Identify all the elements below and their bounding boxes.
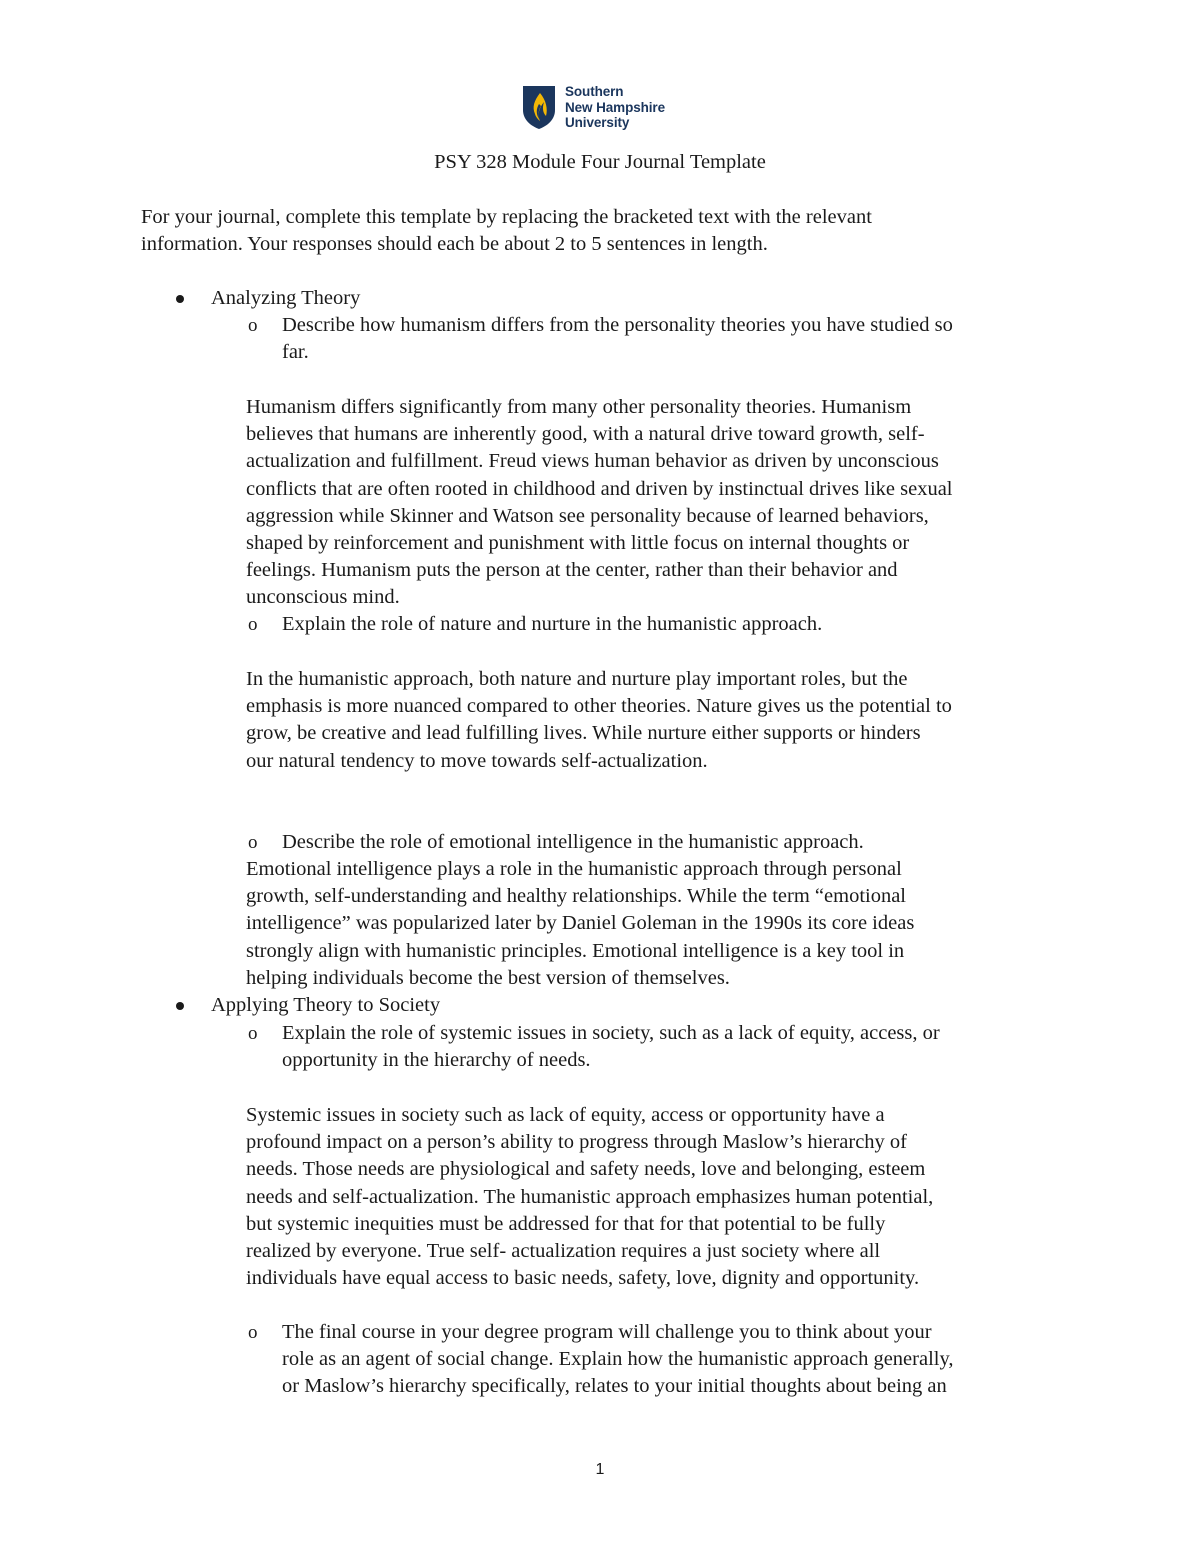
answer-line: Humanism differs significantly from many other personality theories. Humanism: [246, 396, 912, 418]
prompt-line: Describe how humanism differs from the personality theories you have studied so: [282, 314, 953, 336]
answer-line: believes that humans are inherently good, with a natural drive toward growth, self-: [246, 423, 925, 446]
answer-emotional-intelligence: [246, 856, 914, 992]
intro-line: information. Your responses should each be about 2 to 5 sentences in length.: [141, 233, 768, 256]
intro-line: For your journal, complete this template by replacing the bracketed text with the relevant: [141, 206, 872, 228]
answer-line: Emotional intelligence plays a role in the humanistic approach through personal: [246, 858, 902, 880]
answer-line: unconscious mind.: [246, 586, 400, 609]
prompt-line: opportunity in the hierarchy of needs.: [282, 1049, 591, 1072]
answer-line: intelligence” was popularized later by Daniel Goleman in the 1990s its core ideas: [246, 912, 915, 935]
prompt-line: or Maslow’s hierarchy specifically, relates to your initial thoughts about being an: [282, 1375, 947, 1398]
sub-bullet-marker: o: [248, 1023, 258, 1044]
answer-line: emphasis is more nuanced compared to other theories. Nature gives us the potential to: [246, 695, 952, 718]
shield-flame-icon: [521, 84, 557, 130]
answer-nature-nurture: [246, 666, 952, 775]
logo-wordmark: [565, 84, 665, 131]
prompt-emotional-intelligence: [282, 829, 864, 856]
sub-bullet-marker: o: [248, 832, 258, 853]
sub-bullet-marker: o: [248, 614, 258, 635]
section-heading-analyzing-theory: Analyzing Theory: [211, 287, 361, 309]
bullet-dot-icon: [176, 295, 184, 303]
prompt-line: role as an agent of social change. Explain how the humanistic approach generally,: [282, 1348, 954, 1371]
answer-line: actualization and fulfillment. Freud views human behavior as driven by unconscious: [246, 450, 939, 473]
logo-line-2: New Hampshire: [565, 99, 665, 115]
answer-line: conflicts that are often rooted in childhood and driven by instinctual drives like sexual: [246, 477, 953, 500]
prompt-line: The final course in your degree program will challenge you to think about your: [282, 1321, 932, 1343]
answer-line: profound impact on a person’s ability to progress through Maslow’s hierarchy of: [246, 1131, 907, 1154]
answer-line: helping individuals become the best version of themselves.: [246, 966, 730, 989]
sub-bullet-marker: o: [248, 1322, 258, 1343]
university-logo: [521, 84, 665, 131]
answer-line: In the humanistic approach, both nature and nurture play important roles, but the: [246, 668, 908, 690]
prompt-line: far.: [282, 341, 309, 364]
prompt-line: Explain the role of nature and nurture in the humanistic approach.: [282, 613, 823, 635]
bullet-dot-icon: [176, 1002, 184, 1010]
answer-line: our natural tendency to move towards self-actualization.: [246, 749, 708, 772]
prompt-humanism-differences: [282, 312, 953, 366]
answer-line: shaped by reinforcement and punishment with little focus on internal thoughts or: [246, 532, 910, 555]
logo-line-1: Southern: [565, 84, 624, 99]
answer-line: strongly align with humanistic principles. Emotional intelligence is a key tool in: [246, 939, 905, 962]
prompt-nature-nurture: [282, 611, 822, 638]
answer-humanism-differences: [246, 394, 953, 612]
prompt-line: Explain the role of systemic issues in society, such as a lack of equity, access, or: [282, 1022, 940, 1044]
document-title: PSY 328 Module Four Journal Template: [434, 151, 766, 173]
answer-line: needs. Those needs are physiological and safety needs, love and belonging, esteem: [246, 1158, 926, 1181]
prompt-line: Describe the role of emotional intelligence in the humanistic approach.: [282, 831, 864, 853]
answer-line: but systemic inequities must be addressed for that for that potential to be fully: [246, 1212, 886, 1235]
sub-bullet-marker: o: [248, 315, 258, 336]
answer-line: needs and self-actualization. The humanistic approach emphasizes human potential,: [246, 1185, 934, 1208]
logo-line-3: University: [565, 115, 630, 130]
answer-line: grow, be creative and lead fulfilling lives. While nurture either supports or hinders: [246, 722, 921, 745]
prompt-systemic-issues: [282, 1020, 940, 1074]
intro-paragraph: [141, 204, 872, 258]
section-heading-applying-theory: Applying Theory to Society: [211, 994, 441, 1016]
answer-line: feelings. Humanism puts the person at the center, rather than their behavior and: [246, 559, 898, 582]
answer-line: Systemic issues in society such as lack of equity, access or opportunity have a: [246, 1104, 885, 1126]
page-number: 1: [595, 1461, 605, 1478]
answer-line: growth, self-understanding and healthy relationships. While the term “emotional: [246, 885, 907, 908]
answer-systemic-issues: [246, 1102, 933, 1292]
answer-line: individuals have equal access to basic needs, safety, love, dignity and opportunity.: [246, 1267, 920, 1290]
prompt-social-change: [282, 1319, 954, 1401]
answer-line: aggression while Skinner and Watson see personality because of learned behaviors,: [246, 504, 929, 527]
answer-line: realized by everyone. True self- actualization requires a just society where all: [246, 1240, 881, 1263]
